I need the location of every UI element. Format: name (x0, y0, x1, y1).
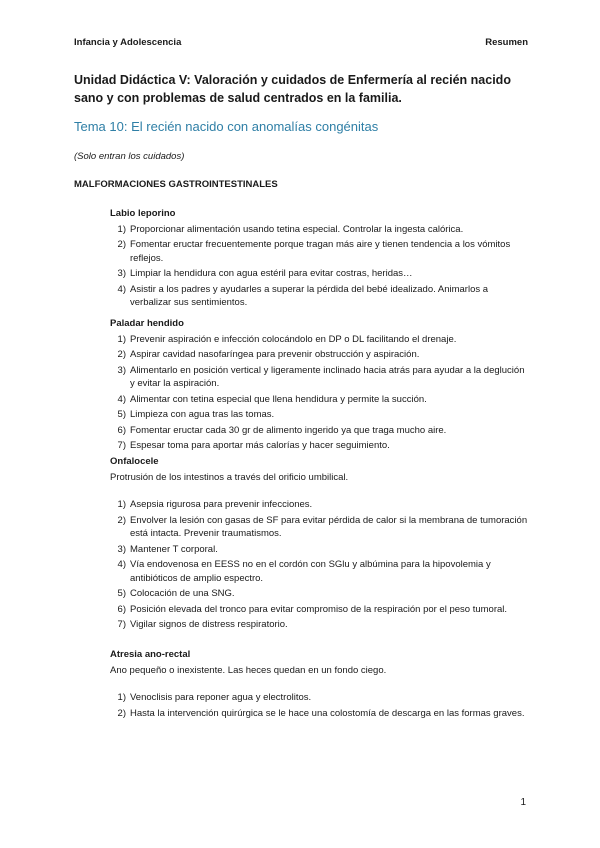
care-list (110, 498, 530, 632)
section-paladar-hendido (110, 317, 530, 455)
item-number: 1) (117, 499, 126, 510)
list-item (110, 587, 530, 601)
section-heading: MALFORMACIONES GASTROINTESTINALES (74, 179, 278, 190)
list-item (110, 707, 530, 721)
list-item (110, 543, 530, 557)
item-text: Fomentar eructar cada 30 gr de alimento ingerido ya que traga mucho aire. (130, 424, 447, 436)
care-list (110, 223, 530, 310)
item-text: Hasta la intervención quirúrgica se le hace una colostomía de descarga en las formas graves. (130, 707, 525, 719)
item-text: Prevenir aspiración e infección colocándolo en DP o DL facilitando el drenaje. (130, 333, 457, 345)
section-labio-leporino (110, 207, 530, 312)
item-text: Vía endovenosa en EESS no en el cordón con SGlu y albúmina para la hipovolemia y antibióticos de amplio espectro. (130, 559, 491, 584)
page-number: 1 (520, 797, 526, 808)
list-item (110, 348, 530, 362)
item-text: Fomentar eructar frecuentemente porque tragan más aire y tienen tendencia a los vómitos reflejos. (130, 239, 511, 264)
item-number: 7) (117, 440, 126, 451)
list-item (110, 691, 530, 705)
item-number: 3) (117, 268, 126, 279)
section-atresia-ano-rectal (110, 648, 530, 722)
item-text: Aspirar cavidad nasofaríngea para prevenir obstrucción y aspiración. (130, 349, 420, 360)
item-text: Limpiar la hendidura con agua estéril para evitar costras, heridas… (130, 268, 413, 279)
item-number: 2) (117, 349, 126, 360)
page-header (74, 37, 528, 48)
section-onfalocele (110, 455, 530, 634)
list-item (110, 283, 530, 310)
list-item (110, 514, 530, 541)
list-item (110, 424, 530, 438)
topic-title: Tema 10: El recién nacido con anomalías congénitas (74, 119, 379, 134)
item-number: 3) (117, 543, 126, 555)
item-text: Espesar toma para aportar más calorías y hacer seguimiento. (130, 440, 390, 451)
item-number: 1) (117, 692, 126, 703)
list-item (110, 223, 530, 237)
item-number: 2) (117, 239, 126, 250)
item-text: Venoclisis para reponer agua y electrolitos. (130, 692, 312, 703)
header-doc-type: Resumen (485, 37, 528, 48)
item-text: Asistir a los padres y ayudarles a superar la pérdida del bebé idealizado. Animarlos a verbalizar sus sentimientos. (130, 283, 489, 308)
item-text: Envolver la lesión con gasas de SF para evitar pérdida de calor si la membrana de tumoración está intacta. Prevenir traumatismos. (130, 514, 528, 539)
item-number: 6) (117, 603, 126, 615)
item-text: Mantener T corporal. (130, 543, 218, 555)
list-item (110, 558, 530, 585)
scope-note: (Solo entran los cuidados) (74, 151, 185, 162)
item-number: 5) (117, 588, 126, 599)
section-title: Onfalocele (110, 456, 159, 467)
unit-title: Unidad Didáctica V: Valoración y cuidados de Enfermería al recién nacido sano y con problemas de salud centrados en la familia. (74, 73, 511, 105)
item-number: 1) (117, 333, 126, 345)
section-description: Ano pequeño o inexistente. Las heces quedan en un fondo ciego. (110, 664, 387, 676)
section-description: Protrusión de los intestinos a través del orificio umbilical. (110, 471, 349, 483)
item-text: Alimentar con tetina especial que llena hendidura y permite la succión. (130, 393, 427, 405)
item-number: 4) (117, 283, 126, 295)
care-list (110, 333, 530, 453)
list-item (110, 498, 530, 512)
item-text: Asepsia rigurosa para prevenir infecciones. (130, 499, 313, 510)
item-number: 3) (117, 364, 126, 376)
item-text: Colocación de una SNG. (130, 588, 235, 599)
list-item (110, 439, 530, 453)
item-number: 7) (117, 619, 126, 630)
section-title: Paladar hendido (110, 318, 184, 329)
section-title: Atresia ano-rectal (110, 649, 191, 660)
item-number: 4) (117, 559, 126, 570)
item-text: Posición elevada del tronco para evitar compromiso de la respiración por el peso tumoral. (130, 603, 508, 615)
list-item (110, 333, 530, 347)
item-text: Vigilar signos de distress respiratorio. (130, 619, 288, 630)
list-item (110, 393, 530, 407)
item-number: 2) (117, 707, 126, 719)
list-item (110, 603, 530, 617)
section-title: Labio leporino (110, 208, 176, 219)
list-item (110, 408, 530, 422)
item-number: 4) (117, 393, 126, 405)
item-text: Proporcionar alimentación usando tetina especial. Controlar la ingesta calórica. (130, 223, 464, 235)
list-item (110, 267, 530, 281)
care-list (110, 691, 530, 720)
item-number: 2) (117, 514, 126, 526)
list-item (110, 364, 530, 391)
header-course: Infancia y Adolescencia (74, 37, 182, 48)
list-item (110, 618, 530, 632)
item-text: Limpieza con agua tras las tomas. (130, 409, 275, 420)
list-item (110, 238, 530, 265)
item-number: 6) (117, 424, 126, 436)
item-number: 5) (117, 409, 126, 420)
item-text: Alimentarlo en posición vertical y ligeramente inclinado hacia atrás para ayudar a la deglución y evitar la aspiración. (130, 364, 525, 389)
item-number: 1) (117, 223, 126, 235)
